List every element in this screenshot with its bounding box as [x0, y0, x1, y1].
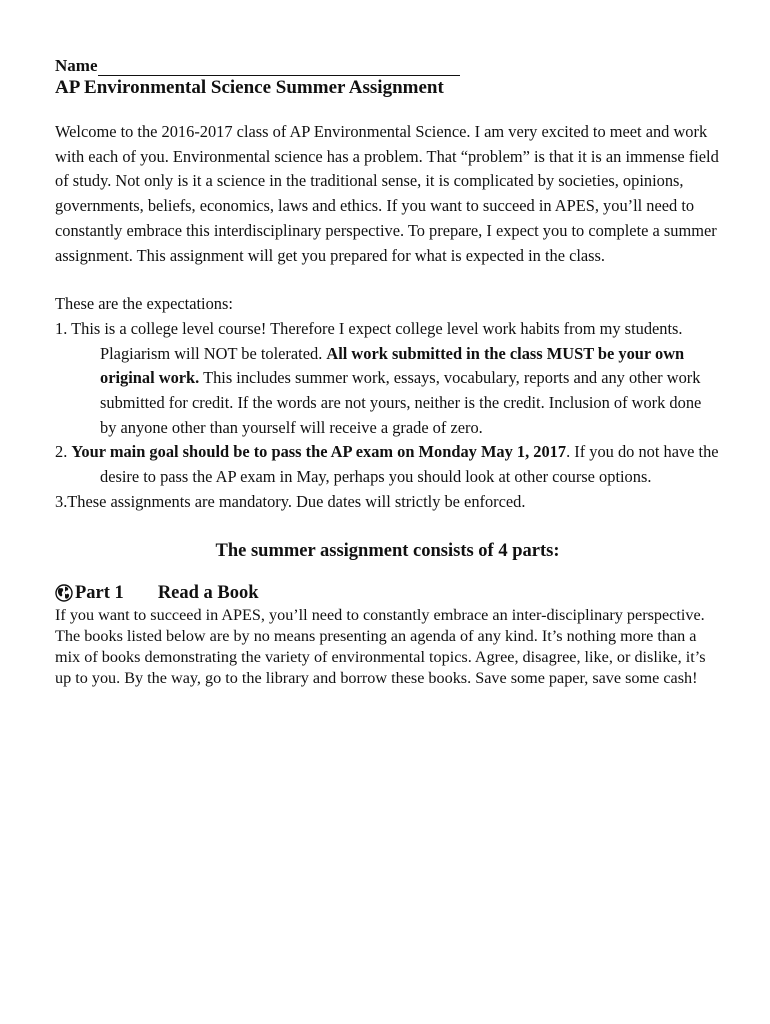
document-page	[55, 56, 720, 689]
document-title: AP Environmental Science Summer Assignment	[55, 77, 444, 98]
name-field-line	[55, 56, 720, 76]
expectations-list	[55, 317, 720, 515]
item-text: These assignments are mandatory. Due dates will strictly be enforced.	[67, 491, 526, 511]
item-text-after: This includes summer work, essays, vocabulary, reports and any other work submitted for credit. If the words are not yours, neither is the credit. Inclusion of work done by anyone other than yourself will receive a grade of zero.	[100, 368, 702, 437]
item-number: 2.	[55, 442, 68, 462]
name-blank	[98, 59, 460, 76]
summer-assignment-heading: The summer assignment consists of 4 parts:	[215, 540, 560, 561]
name-label: Name	[55, 56, 98, 75]
part-1-body: If you want to succeed in APES, you’ll need to constantly embrace an inter-disciplinary perspective. The books listed below are by no means presenting an agenda of any kind. It’s nothing more than a mix of books demonstrating the variety of environmental topics. Agree, disagree, like, or dislike, it’s up to you. By the way, go to the library and borrow these books. Save some paper, save some cash!	[55, 605, 706, 687]
item-text-after: . If you do not have the desire to pass the AP exam in May, perhaps you should look at other course options.	[100, 442, 719, 487]
expectation-item	[55, 317, 720, 441]
part-1-heading	[55, 581, 720, 605]
expectation-item	[55, 440, 720, 489]
part-1-label: Part 1	[75, 582, 124, 603]
welcome-paragraph: Welcome to the 2016-2017 class of AP Environmental Science. I am very excited to meet and work with each of you. Environmental science has a problem. That “problem” is that it is an immense field of study. Not only is it a science in the traditional sense, it is complicated by societies, opinions, governments, beliefs, economics, laws and ethics. If you want to succeed in APES, you’ll need to constantly embrace this interdisciplinary perspective. To prepare, I expect you to complete a summer assignment. This assignment will get you prepared for what is expected in the class.	[55, 122, 719, 265]
expectations-intro: These are the expectations:	[55, 294, 233, 314]
item-bold-text: All work submitted in the class MUST be your own original work.	[100, 343, 685, 388]
item-number: 3.	[55, 491, 68, 511]
item-text: This is a college level course! Therefore I expect college level work habits from my students. Plagiarism will NOT be tolerated.	[71, 318, 683, 363]
item-bold-text: Your main goal should be to pass the AP exam on Monday May 1, 2017	[71, 442, 567, 462]
globe-icon	[55, 584, 73, 602]
expectation-item	[55, 490, 720, 515]
item-number: 1.	[55, 318, 68, 338]
part-1-name: Read a Book	[157, 582, 259, 603]
